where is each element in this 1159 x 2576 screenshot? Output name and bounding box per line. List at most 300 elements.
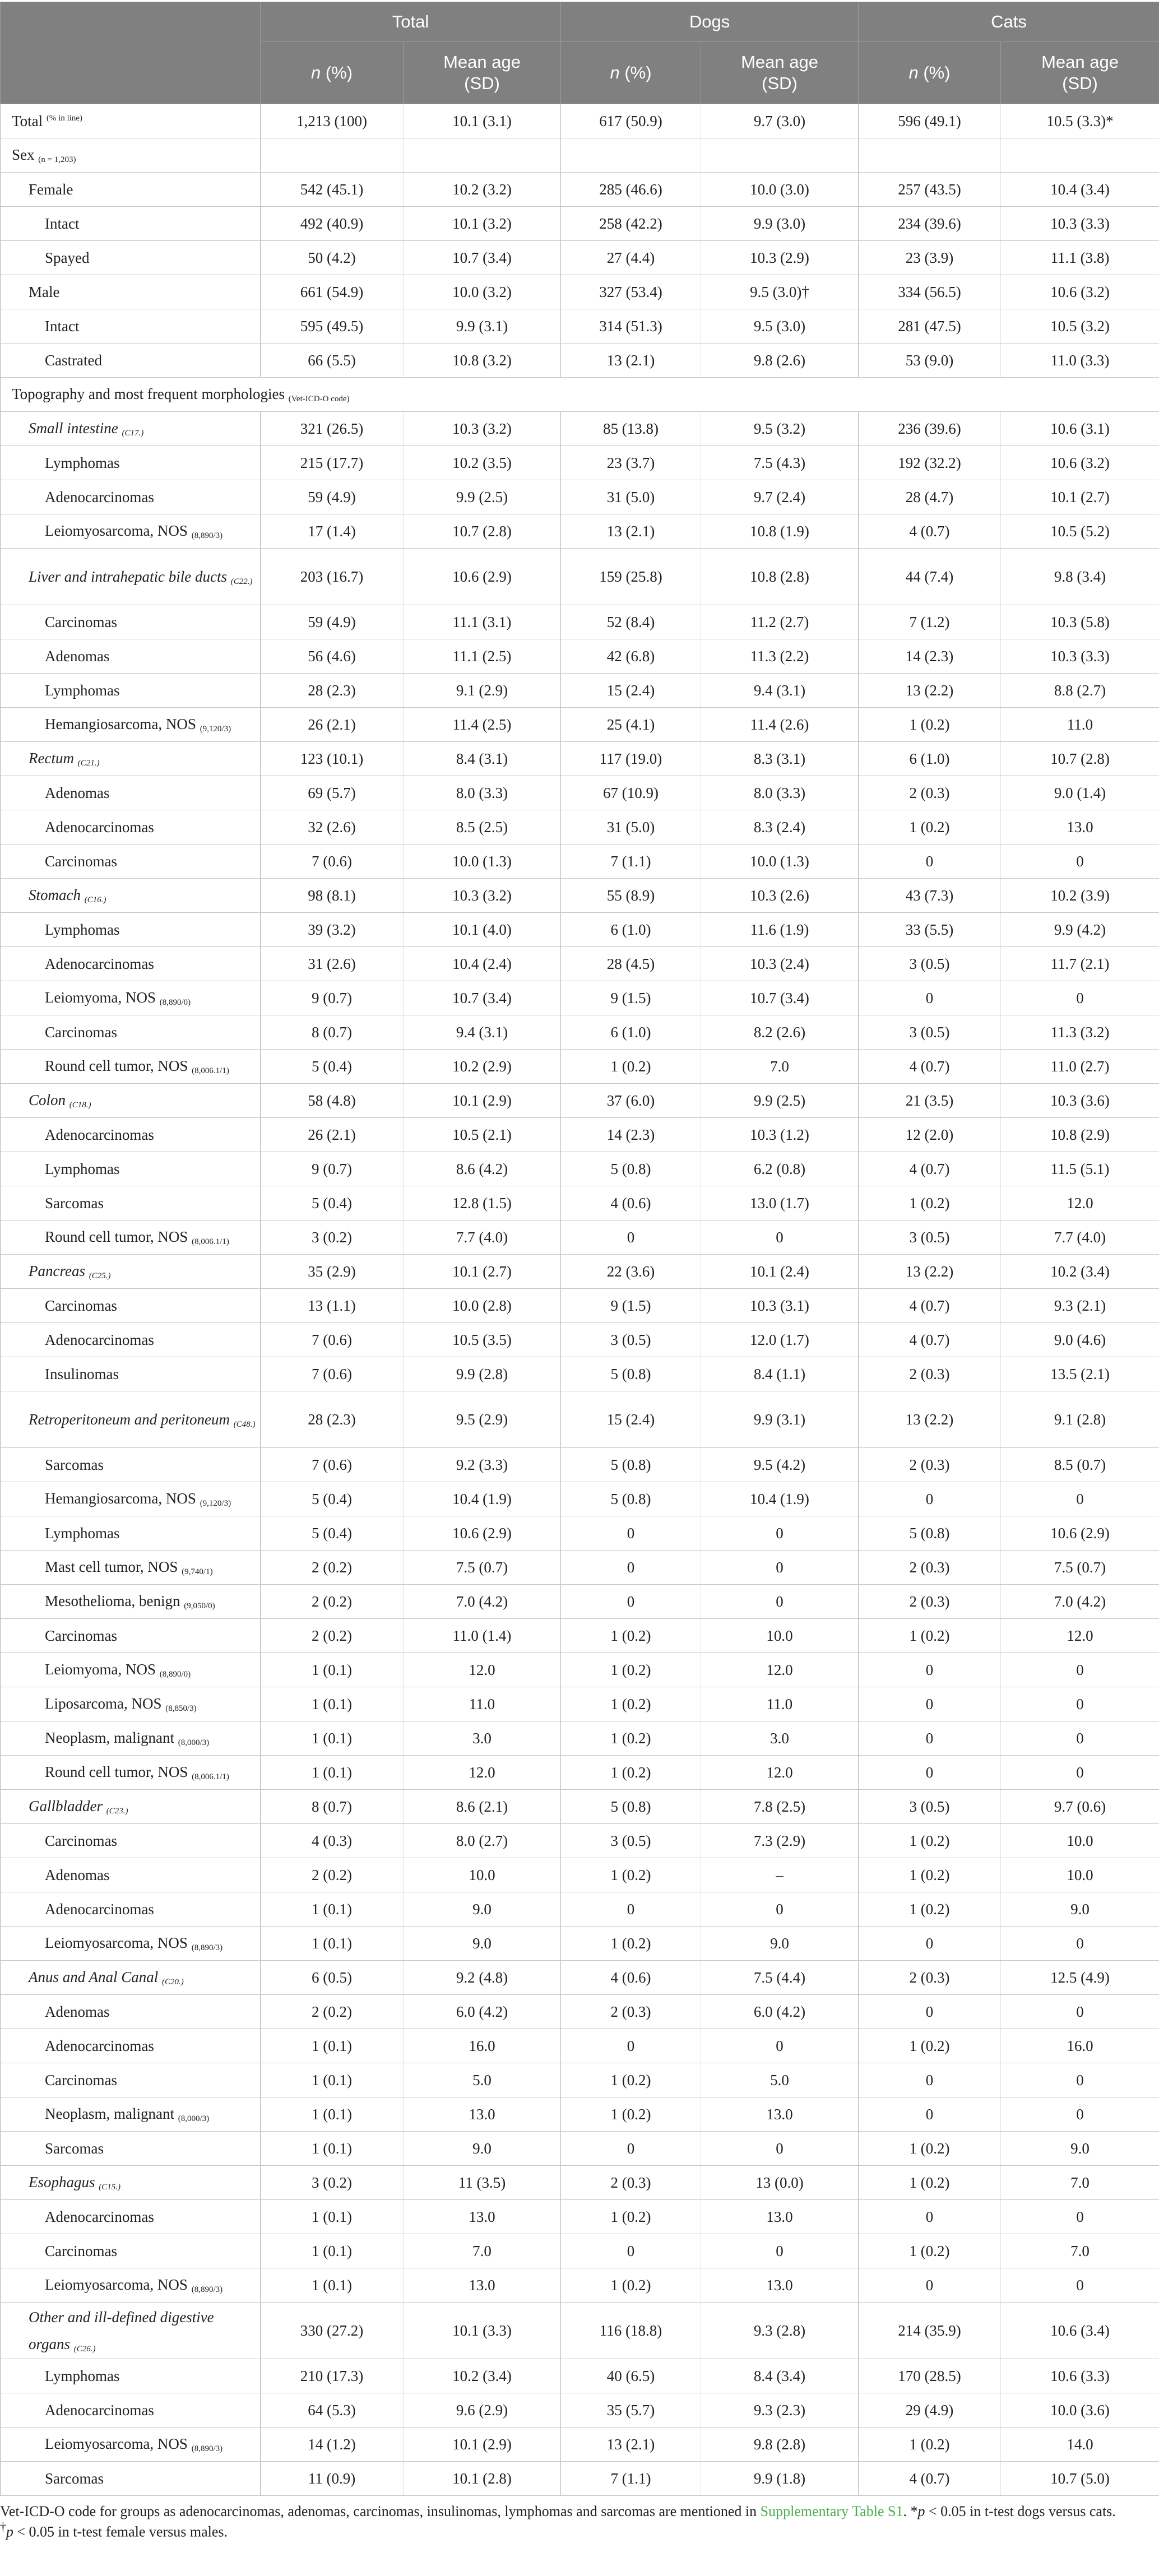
cell-n-percent: 596 (49.1) (859, 104, 1001, 138)
cell-mean-age: 0 (1001, 844, 1159, 879)
cell-mean-age: 8.3 (2.4) (701, 810, 859, 844)
cell-mean-age: 0 (1001, 981, 1159, 1015)
cell-n-percent: 59 (4.9) (261, 605, 404, 639)
cell-mean-age (404, 138, 561, 173)
cell-mean-age: 9.9 (2.5) (404, 480, 561, 514)
cell-n-percent: 0 (561, 1220, 701, 1255)
cell-mean-age: 7.0 (4.2) (1001, 1585, 1159, 1619)
cell-mean-age: 10.1 (3.3) (404, 2303, 561, 2359)
table-row (1, 309, 1159, 344)
cell-mean-age: 10.7 (3.4) (404, 241, 561, 275)
cell-n-percent: 0 (859, 2268, 1001, 2303)
header-n-percent (561, 42, 701, 104)
supplementary-table-link[interactable]: Supplementary Table S1 (760, 2503, 903, 2519)
cell-n-percent: 14 (2.3) (561, 1118, 701, 1152)
cell-n-percent: 17 (1.4) (261, 514, 404, 549)
row-label-cell (1, 2063, 261, 2097)
cell-n-percent: 3 (0.2) (261, 2166, 404, 2200)
row-label: Carcinomas (45, 1832, 117, 1849)
cell-mean-age: 10.3 (1.2) (701, 1118, 859, 1152)
cell-mean-age: 10.6 (2.9) (1001, 1516, 1159, 1551)
cell-n-percent: 2 (0.3) (561, 2166, 701, 2200)
cell-n-percent: 1 (0.1) (261, 2063, 404, 2097)
row-label-cell (1, 2234, 261, 2268)
cell-mean-age: 10.6 (3.3) (1001, 2359, 1159, 2393)
row-label-cell (1, 104, 261, 138)
cell-mean-age: 9.0 (701, 1927, 859, 1961)
header-group-total: Total (261, 2, 561, 42)
cell-n-percent: 4 (0.7) (859, 1323, 1001, 1357)
row-label-cell (1, 708, 261, 742)
cell-n-percent: 214 (35.9) (859, 2303, 1001, 2359)
cell-mean-age: 10.5 (3.2) (1001, 309, 1159, 344)
cell-mean-age: 0 (1001, 1653, 1159, 1687)
cell-n-percent: 9 (0.7) (261, 1152, 404, 1186)
cell-n-percent: 492 (40.9) (261, 207, 404, 241)
cell-mean-age: 11.0 (2.7) (1001, 1050, 1159, 1084)
row-code: (9,050/0) (184, 1602, 215, 1610)
cell-mean-age: 12.0 (1001, 1186, 1159, 1220)
cell-mean-age: 11.0 (1.4) (404, 1619, 561, 1653)
table-row (1, 1323, 1159, 1357)
cell-n-percent: 281 (47.5) (859, 309, 1001, 344)
cell-mean-age: 12.0 (1001, 1619, 1159, 1653)
cell-mean-age: 12.0 (404, 1756, 561, 1790)
cell-n-percent: 39 (3.2) (261, 913, 404, 947)
table-group-row (1, 549, 1159, 605)
row-code: (C26.) (73, 2345, 96, 2354)
table-row (1, 674, 1159, 708)
mean-age-label: Mean age (443, 52, 521, 72)
table-row (1, 344, 1159, 378)
cell-n-percent: 40 (6.5) (561, 2359, 701, 2393)
row-label-cell (1, 1687, 261, 1721)
table-row (1, 1152, 1159, 1186)
cell-mean-age: 9.9 (3.1) (404, 309, 561, 344)
row-label: Lymphomas (45, 2368, 120, 2384)
cell-mean-age: 10.0 (1.3) (701, 844, 859, 879)
cell-mean-age: 10.4 (2.4) (404, 947, 561, 981)
row-label-cell (1, 1927, 261, 1961)
cell-n-percent: 1 (0.2) (561, 2097, 701, 2132)
cell-n-percent: 6 (0.5) (261, 1961, 404, 1995)
cell-n-percent: 0 (561, 1516, 701, 1551)
cell-n-percent: 0 (561, 1585, 701, 1619)
cell-mean-age: 9.3 (2.8) (701, 2303, 859, 2359)
table-row (1, 1015, 1159, 1050)
row-code: (8,890/0) (159, 1670, 191, 1679)
cell-n-percent: 0 (859, 981, 1001, 1015)
cell-n-percent: 2 (0.2) (261, 1619, 404, 1653)
row-label-cell (1, 1015, 261, 1050)
cell-mean-age: 8.5 (2.5) (404, 810, 561, 844)
row-label: Round cell tumor, NOS (45, 1763, 188, 1780)
row-label: Carcinomas (45, 1024, 117, 1041)
table-row (1, 207, 1159, 241)
cell-mean-age: 11.0 (3.3) (1001, 344, 1159, 378)
cell-mean-age: 10.0 (1001, 1824, 1159, 1858)
cell-mean-age: 13.0 (701, 2097, 859, 2132)
cell-mean-age: 10.5 (2.1) (404, 1118, 561, 1152)
row-label: Liposarcoma, NOS (45, 1695, 162, 1712)
cell-mean-age: 8.6 (4.2) (404, 1152, 561, 1186)
cell-mean-age: 8.3 (3.1) (701, 742, 859, 776)
cell-mean-age: 10.0 (404, 1858, 561, 1892)
row-label-cell (1, 1084, 261, 1118)
cell-mean-age: 9.5 (2.9) (404, 1391, 561, 1448)
cell-mean-age: 11.1 (3.1) (404, 605, 561, 639)
cell-n-percent: 13 (2.2) (859, 1391, 1001, 1448)
cell-mean-age: 10.5 (3.5) (404, 1323, 561, 1357)
cell-n-percent: 13 (2.2) (859, 674, 1001, 708)
cell-mean-age: 10.0 (3.2) (404, 275, 561, 309)
cell-mean-age: 13.0 (1.7) (701, 1186, 859, 1220)
cell-mean-age: 7.5 (4.3) (701, 446, 859, 480)
cell-mean-age: 0 (701, 1892, 859, 1927)
cell-n-percent: 35 (2.9) (261, 1255, 404, 1289)
table-row (1, 844, 1159, 879)
row-code: (8,000/3) (178, 2114, 210, 2123)
table-row (1, 1619, 1159, 1653)
cell-mean-age: 10.3 (3.1) (701, 1289, 859, 1323)
row-code: (C16.) (84, 895, 106, 904)
row-label: Esophagus (29, 2174, 95, 2190)
row-code: (C15.) (99, 2183, 121, 2192)
table-row (1, 1220, 1159, 1255)
cell-n-percent: 0 (561, 2132, 701, 2166)
row-label: Topography and most frequent morphologies (12, 386, 285, 402)
cell-n-percent (859, 138, 1001, 173)
cell-n-percent: 32 (2.6) (261, 810, 404, 844)
table-row (1, 241, 1159, 275)
cell-n-percent: 117 (19.0) (561, 742, 701, 776)
table-row (1, 913, 1159, 947)
cell-n-percent: 1 (0.2) (859, 810, 1001, 844)
row-label: Retroperitoneum and peritoneum (29, 1411, 230, 1428)
cell-n-percent: 542 (45.1) (261, 173, 404, 207)
cell-n-percent: 21 (3.5) (859, 1084, 1001, 1118)
cell-n-percent: 1 (0.2) (561, 1050, 701, 1084)
cell-n-percent (261, 138, 404, 173)
cell-n-percent: 2 (0.3) (859, 1961, 1001, 1995)
row-label: Leiomyosarcoma, NOS (45, 2276, 188, 2293)
row-label: Stomach (29, 886, 81, 903)
cell-mean-age: 11.0 (1001, 708, 1159, 742)
row-label-cell (1, 913, 261, 947)
cell-mean-age: 11.1 (3.8) (1001, 241, 1159, 275)
cell-n-percent: 1 (0.1) (261, 1687, 404, 1721)
cell-n-percent: 8 (0.7) (261, 1015, 404, 1050)
row-label-cell (1, 1721, 261, 1756)
row-label: Adenocarcinomas (45, 955, 154, 972)
table-row (1, 981, 1159, 1015)
table-row (1, 2063, 1159, 2097)
cell-mean-age: 12.0 (701, 1653, 859, 1687)
cell-n-percent: 7 (0.6) (261, 1357, 404, 1391)
table-group-row (1, 1391, 1159, 1448)
cell-n-percent: 321 (26.5) (261, 412, 404, 446)
cell-mean-age: 8.4 (3.1) (404, 742, 561, 776)
cell-n-percent: 4 (0.6) (561, 1186, 701, 1220)
cell-mean-age: 6.2 (0.8) (701, 1152, 859, 1186)
cell-n-percent: 1 (0.2) (859, 2166, 1001, 2200)
row-label-cell (1, 981, 261, 1015)
cell-n-percent: 2 (0.3) (859, 1357, 1001, 1391)
cell-mean-age: 0 (701, 2029, 859, 2063)
cell-mean-age: 0 (1001, 1995, 1159, 2029)
cell-mean-age: 13.0 (1001, 810, 1159, 844)
cell-n-percent: 5 (0.8) (859, 1516, 1001, 1551)
row-label: Neoplasm, malignant (45, 1729, 174, 1746)
cell-n-percent: 2 (0.3) (561, 1995, 701, 2029)
cell-mean-age: 7.0 (404, 2234, 561, 2268)
footnote-text: Vet-ICD-O code for groups as adenocarcinomas, adenomas, carcinomas, insulinomas, lymphomas and sarcomas are mentioned in (0, 2503, 761, 2519)
row-label-cell (1, 173, 261, 207)
cell-mean-age: 13 (0.0) (701, 2166, 859, 2200)
row-label-cell (1, 674, 261, 708)
row-label-cell (1, 2200, 261, 2234)
row-label-cell (1, 776, 261, 810)
row-code: (% in line) (46, 114, 83, 123)
row-label-cell (1, 446, 261, 480)
row-code: (8,890/3) (191, 2444, 223, 2453)
cell-n-percent: 7 (0.6) (261, 1323, 404, 1357)
cell-n-percent: 5 (0.8) (561, 1448, 701, 1482)
cell-mean-age: 10.2 (3.9) (1001, 879, 1159, 913)
header-empty-cell (1, 2, 261, 104)
cell-n-percent: 1 (0.1) (261, 1653, 404, 1687)
cell-mean-age: 16.0 (404, 2029, 561, 2063)
cell-mean-age: 9.1 (2.8) (1001, 1391, 1159, 1448)
cell-n-percent: 2 (0.2) (261, 1995, 404, 2029)
cell-n-percent: 1 (0.2) (561, 1927, 701, 1961)
cell-mean-age: 0 (1001, 2063, 1159, 2097)
table-row (1, 1687, 1159, 1721)
table-row (1, 2234, 1159, 2268)
cell-n-percent: 29 (4.9) (859, 2393, 1001, 2428)
cell-mean-age: 0 (1001, 1482, 1159, 1516)
row-code: (8,000/3) (178, 1738, 210, 1747)
row-label-cell (1, 879, 261, 913)
cell-n-percent: 5 (0.8) (561, 1152, 701, 1186)
row-label: Intact (45, 318, 80, 335)
row-code: (9,120/3) (200, 1499, 231, 1508)
row-label-cell (1, 1118, 261, 1152)
header-mean-age (1001, 42, 1159, 104)
cell-n-percent: 13 (2.2) (859, 1255, 1001, 1289)
cell-n-percent: 2 (0.2) (261, 1585, 404, 1619)
cell-mean-age: 12.0 (1.7) (701, 1323, 859, 1357)
table-row (1, 776, 1159, 810)
cell-n-percent: 2 (0.3) (859, 1551, 1001, 1585)
cell-n-percent: 4 (0.7) (859, 2462, 1001, 2496)
row-label-cell (1, 241, 261, 275)
row-label-cell (1, 2462, 261, 2496)
cell-mean-age: 9.5 (3.2) (701, 412, 859, 446)
cell-mean-age: 10.1 (2.9) (404, 1084, 561, 1118)
cell-n-percent: 58 (4.8) (261, 1084, 404, 1118)
row-label: Round cell tumor, NOS (45, 1057, 188, 1074)
cell-mean-age: 10.3 (5.8) (1001, 605, 1159, 639)
cell-n-percent: 50 (4.2) (261, 241, 404, 275)
row-label: Leiomyosarcoma, NOS (45, 1934, 188, 1951)
cell-mean-age: 9.8 (3.4) (1001, 549, 1159, 605)
cell-mean-age: 8.0 (3.3) (701, 776, 859, 810)
table-group-row (1, 2166, 1159, 2200)
table-row (1, 2029, 1159, 2063)
cell-n-percent: 3 (0.5) (859, 1790, 1001, 1824)
cell-mean-age: 7.0 (701, 1050, 859, 1084)
cell-n-percent: 14 (1.2) (261, 2428, 404, 2462)
row-label: Lymphomas (45, 1525, 120, 1542)
row-label: Total (12, 113, 43, 129)
row-label: Pancreas (29, 1263, 85, 1279)
data-table (0, 2, 1159, 2496)
row-label: Lymphomas (45, 682, 120, 699)
cell-mean-age: 9.4 (3.1) (404, 1015, 561, 1050)
cell-mean-age: 9.7 (3.0) (701, 104, 859, 138)
cell-n-percent: 1 (0.2) (859, 2132, 1001, 2166)
cell-mean-age: 10.1 (2.4) (701, 1255, 859, 1289)
sd-label: (SD) (464, 73, 500, 93)
cell-mean-age: 6.0 (4.2) (701, 1995, 859, 2029)
row-label: Adenocarcinomas (45, 2402, 154, 2419)
mean-age-label: Mean age (741, 52, 818, 72)
cell-mean-age: 9.9 (1.8) (701, 2462, 859, 2496)
cell-mean-age: 0 (1001, 1721, 1159, 1756)
cell-mean-age: 10.2 (3.5) (404, 446, 561, 480)
row-code: (8,850/3) (165, 1704, 197, 1713)
cell-mean-age: 8.6 (2.1) (404, 1790, 561, 1824)
cell-n-percent: 28 (4.5) (561, 947, 701, 981)
row-label: Mast cell tumor, NOS (45, 1558, 178, 1575)
cell-n-percent: 43 (7.3) (859, 879, 1001, 913)
row-label-cell (1, 1790, 261, 1824)
cell-n-percent: 15 (2.4) (561, 674, 701, 708)
cell-n-percent: 5 (0.4) (261, 1482, 404, 1516)
table-row (1, 446, 1159, 480)
table-group-row (1, 2303, 1159, 2359)
cell-n-percent: 6 (1.0) (561, 1015, 701, 1050)
cell-n-percent: 0 (859, 1995, 1001, 2029)
table-header (1, 2, 1159, 104)
cell-n-percent: 5 (0.4) (261, 1050, 404, 1084)
n-label: n (610, 63, 620, 82)
cell-n-percent: 1 (0.2) (859, 1892, 1001, 1927)
table-row (1, 1585, 1159, 1619)
cell-n-percent: 1 (0.2) (561, 2063, 701, 2097)
cell-n-percent: 3 (0.5) (561, 1323, 701, 1357)
cell-n-percent: 5 (0.4) (261, 1186, 404, 1220)
row-label-cell (1, 378, 1159, 412)
cell-mean-age: 0 (701, 1516, 859, 1551)
cell-mean-age: 10.5 (5.2) (1001, 514, 1159, 549)
table-row (1, 2428, 1159, 2462)
cell-n-percent: 1 (0.1) (261, 2200, 404, 2234)
cell-n-percent: 67 (10.9) (561, 776, 701, 810)
cell-n-percent: 159 (25.8) (561, 549, 701, 605)
header-group-cats: Cats (859, 2, 1159, 42)
cell-mean-age: 10.1 (2.8) (404, 2462, 561, 2496)
cell-n-percent: 98 (8.1) (261, 879, 404, 913)
cell-n-percent: 26 (2.1) (261, 1118, 404, 1152)
cell-mean-age: 11.6 (1.9) (701, 913, 859, 947)
row-label: Carcinomas (45, 2072, 117, 2088)
cell-mean-age: 10.6 (3.1) (1001, 412, 1159, 446)
cell-n-percent: 258 (42.2) (561, 207, 701, 241)
cell-mean-age: 9.0 (404, 1927, 561, 1961)
cell-n-percent: 1 (0.2) (561, 1687, 701, 1721)
row-label-cell (1, 1357, 261, 1391)
cell-n-percent: 13 (2.1) (561, 344, 701, 378)
table-row (1, 1858, 1159, 1892)
cell-mean-age: 10.8 (2.8) (701, 549, 859, 605)
cell-n-percent: 1 (0.2) (561, 1756, 701, 1790)
cell-n-percent: 33 (5.5) (859, 913, 1001, 947)
cell-n-percent: 2 (0.3) (859, 1585, 1001, 1619)
cell-mean-age: 11 (3.5) (404, 2166, 561, 2200)
table-group-row (1, 1255, 1159, 1289)
cell-mean-age: 9.0 (1001, 2132, 1159, 2166)
cell-mean-age: 11.0 (404, 1687, 561, 1721)
row-label: Adenocarcinomas (45, 2208, 154, 2225)
row-code: (C21.) (77, 759, 100, 768)
table-row (1, 1186, 1159, 1220)
row-code: (8,006.1/1) (192, 1772, 229, 1781)
table-group-row (1, 1084, 1159, 1118)
row-label: Hemangiosarcoma, NOS (45, 716, 196, 732)
cell-n-percent: 0 (859, 1721, 1001, 1756)
cell-n-percent: 59 (4.9) (261, 480, 404, 514)
row-label: Carcinomas (45, 1297, 117, 1314)
row-code: (C25.) (89, 1271, 111, 1280)
cell-n-percent: 210 (17.3) (261, 2359, 404, 2393)
cell-mean-age: 11.0 (701, 1687, 859, 1721)
table-row (1, 2393, 1159, 2428)
cell-mean-age (1001, 138, 1159, 173)
row-code: (8,890/0) (159, 998, 191, 1007)
cell-n-percent: 1 (0.1) (261, 2029, 404, 2063)
cell-n-percent: 6 (1.0) (561, 913, 701, 947)
cell-n-percent: 0 (561, 2029, 701, 2063)
cell-n-percent: 257 (43.5) (859, 173, 1001, 207)
cell-n-percent: 55 (8.9) (561, 879, 701, 913)
row-label: Sarcomas (45, 1456, 104, 1473)
table-row (1, 514, 1159, 549)
row-label: Adenocarcinomas (45, 1331, 154, 1348)
cell-mean-age: 10.2 (2.9) (404, 1050, 561, 1084)
table-row (1, 1289, 1159, 1323)
cell-mean-age: 11.5 (5.1) (1001, 1152, 1159, 1186)
row-label: Round cell tumor, NOS (45, 1228, 188, 1245)
cell-mean-age: 9.0 (404, 2132, 561, 2166)
cell-n-percent: 314 (51.3) (561, 309, 701, 344)
row-label-cell (1, 1220, 261, 1255)
cell-n-percent: 1,213 (100) (261, 104, 404, 138)
row-label-cell (1, 1289, 261, 1323)
cell-n-percent: 26 (2.1) (261, 708, 404, 742)
row-label: Spayed (45, 249, 90, 266)
cell-n-percent: 0 (859, 2200, 1001, 2234)
cell-mean-age: 9.5 (4.2) (701, 1448, 859, 1482)
row-code: (8,006.1/1) (192, 1066, 229, 1075)
cell-n-percent: 53 (9.0) (859, 344, 1001, 378)
table-row (1, 1756, 1159, 1790)
cell-mean-age: 10.6 (3.2) (1001, 446, 1159, 480)
cell-n-percent: 1 (0.2) (859, 1619, 1001, 1653)
cell-mean-age: 0 (1001, 2268, 1159, 2303)
cell-mean-age: 12.8 (1.5) (404, 1186, 561, 1220)
